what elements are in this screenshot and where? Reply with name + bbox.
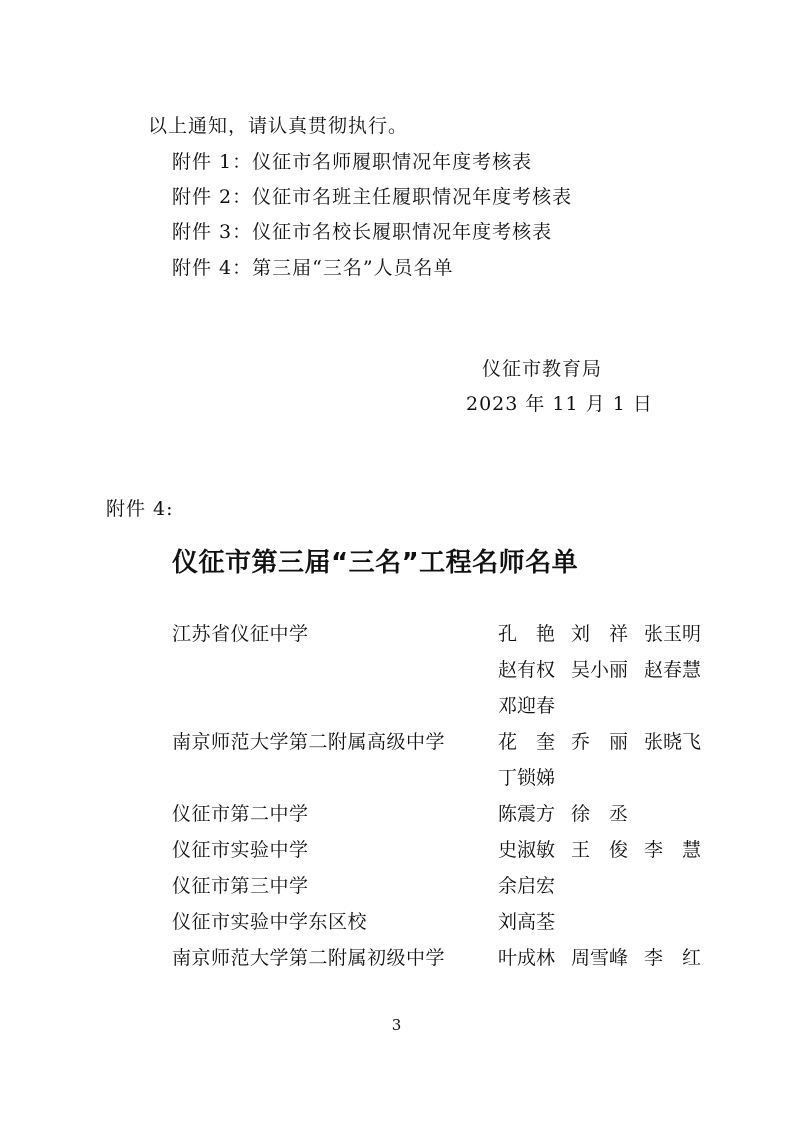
school-name: 仪征市实验中学 xyxy=(172,839,309,861)
roster-entry xyxy=(0,622,793,717)
issuer-name: 仪征市教育局 xyxy=(482,358,603,380)
teacher-name: 李 慧 xyxy=(644,839,702,861)
teacher-name: 丁锁娣 xyxy=(498,767,556,789)
teacher-name: 赵有权 xyxy=(498,659,556,681)
roster-entry xyxy=(0,802,793,838)
teacher-name: 邓迎春 xyxy=(498,695,556,717)
teacher-name: 李 红 xyxy=(644,947,702,969)
attachment-item-4: 附件 4：第三届“三名”人员名单 xyxy=(172,257,454,279)
teacher-name: 花 奎 xyxy=(498,731,556,753)
teacher-name: 刘高荃 xyxy=(498,911,556,933)
teacher-name: 刘 祥 xyxy=(571,623,629,645)
school-name: 江苏省仪征中学 xyxy=(172,623,309,645)
appendix-title: 仪征市第三届“三名”工程名师名单 xyxy=(172,548,579,578)
roster-entry xyxy=(0,910,793,946)
teacher-name: 孔 艳 xyxy=(498,623,556,645)
roster-entry xyxy=(0,874,793,910)
teacher-name: 王 俊 xyxy=(571,839,629,861)
attachment-item-3: 附件 3：仪征市名校长履职情况年度考核表 xyxy=(172,221,553,243)
teacher-name: 乔 丽 xyxy=(571,731,629,753)
school-name: 南京师范大学第二附属高级中学 xyxy=(172,731,446,753)
issue-date: 2023 年 11 月 1 日 xyxy=(466,393,653,415)
page-number: 3 xyxy=(391,1016,402,1034)
teacher-name: 徐 丞 xyxy=(571,803,629,825)
teacher-name: 赵春慧 xyxy=(644,659,702,681)
teacher-name: 周雪峰 xyxy=(571,947,629,969)
roster-entry xyxy=(0,946,793,982)
school-name: 南京师范大学第二附属初级中学 xyxy=(172,947,446,969)
appendix-label: 附件 4: xyxy=(106,498,174,520)
school-name: 仪征市实验中学东区校 xyxy=(172,911,368,933)
closing-sentence: 以上通知，请认真贯彻执行。 xyxy=(148,115,409,137)
teacher-name: 吴小丽 xyxy=(571,659,629,681)
attachment-item-1: 附件 1：仪征市名师履职情况年度考核表 xyxy=(172,151,533,173)
roster-entry xyxy=(0,838,793,874)
teacher-name: 张晓飞 xyxy=(644,731,702,753)
teacher-name: 张玉明 xyxy=(644,623,702,645)
teacher-name: 史淑敏 xyxy=(498,839,556,861)
attachment-item-2: 附件 2：仪征市名班主任履职情况年度考核表 xyxy=(172,186,573,208)
teacher-name: 陈震方 xyxy=(498,803,556,825)
teacher-name: 叶成林 xyxy=(498,947,556,969)
teacher-name: 余启宏 xyxy=(498,875,556,897)
school-name: 仪征市第二中学 xyxy=(172,803,309,825)
school-name: 仪征市第三中学 xyxy=(172,875,309,897)
roster-entry xyxy=(0,730,793,789)
